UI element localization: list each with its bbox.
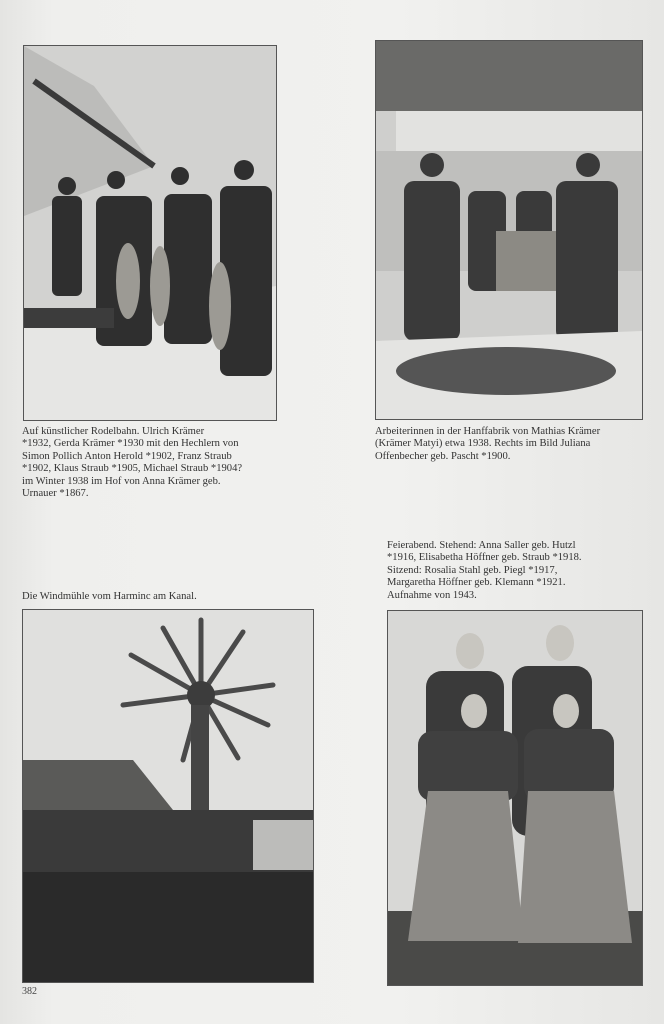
- photo-sledding: [23, 45, 277, 421]
- photo-evening: [387, 610, 643, 986]
- caption-hemp-factory-line: Arbeiterinnen in der Hanffabrik von Mathias Krämer: [375, 426, 601, 437]
- page-number: 382: [22, 986, 37, 997]
- photo-sledding-image: [24, 46, 276, 420]
- caption-sledding-line: *1932, Gerda Krämer *1930 mit den Hechlern von: [22, 438, 239, 450]
- caption-sledding-line: Simon Pollich Anton Herold *1902, Franz Straub: [22, 450, 232, 462]
- caption-evening-line: Feierabend. Stehend: Anna Saller geb. Hutzl: [387, 540, 576, 551]
- caption-hemp-factory-line: Offenbecher geb. Pascht *1900.: [375, 450, 511, 462]
- caption-evening-line: *1916, Elisabetha Höffner geb. Straub *1918.: [387, 552, 582, 564]
- caption-sledding-line: *1902, Klaus Straub *1905, Michael Straub *1904?: [22, 463, 243, 475]
- photo-hemp-factory: [375, 40, 643, 420]
- caption-hemp-factory-line: (Krämer Matyi) etwa 1938. Rechts im Bild Juliana: [375, 438, 591, 450]
- photo-windmill-image: [23, 610, 313, 982]
- caption-windmill: [22, 591, 197, 603]
- caption-sledding-line: Auf künstlicher Rodelbahn. Ulrich Krämer: [22, 426, 205, 437]
- photo-evening-image: [388, 611, 642, 985]
- caption-sledding-line: Urnauer *1867.: [22, 488, 89, 500]
- caption-evening-line: Sitzend: Rosalia Stahl geb. Piegl *1917,: [387, 564, 558, 576]
- caption-sledding: [22, 426, 242, 500]
- caption-evening: [387, 540, 582, 602]
- caption-windmill-line: Die Windmühle vom Harminc am Kanal.: [22, 591, 197, 602]
- caption-hemp-factory: [375, 426, 600, 463]
- photo-hemp-factory-image: [376, 41, 642, 419]
- caption-sledding-line: im Winter 1938 im Hof von Anna Krämer geb.: [22, 475, 221, 487]
- caption-evening-line: Aufnahme von 1943.: [387, 589, 477, 601]
- photo-windmill: [22, 609, 314, 983]
- caption-evening-line: Margaretha Höffner geb. Klemann *1921.: [387, 577, 566, 589]
